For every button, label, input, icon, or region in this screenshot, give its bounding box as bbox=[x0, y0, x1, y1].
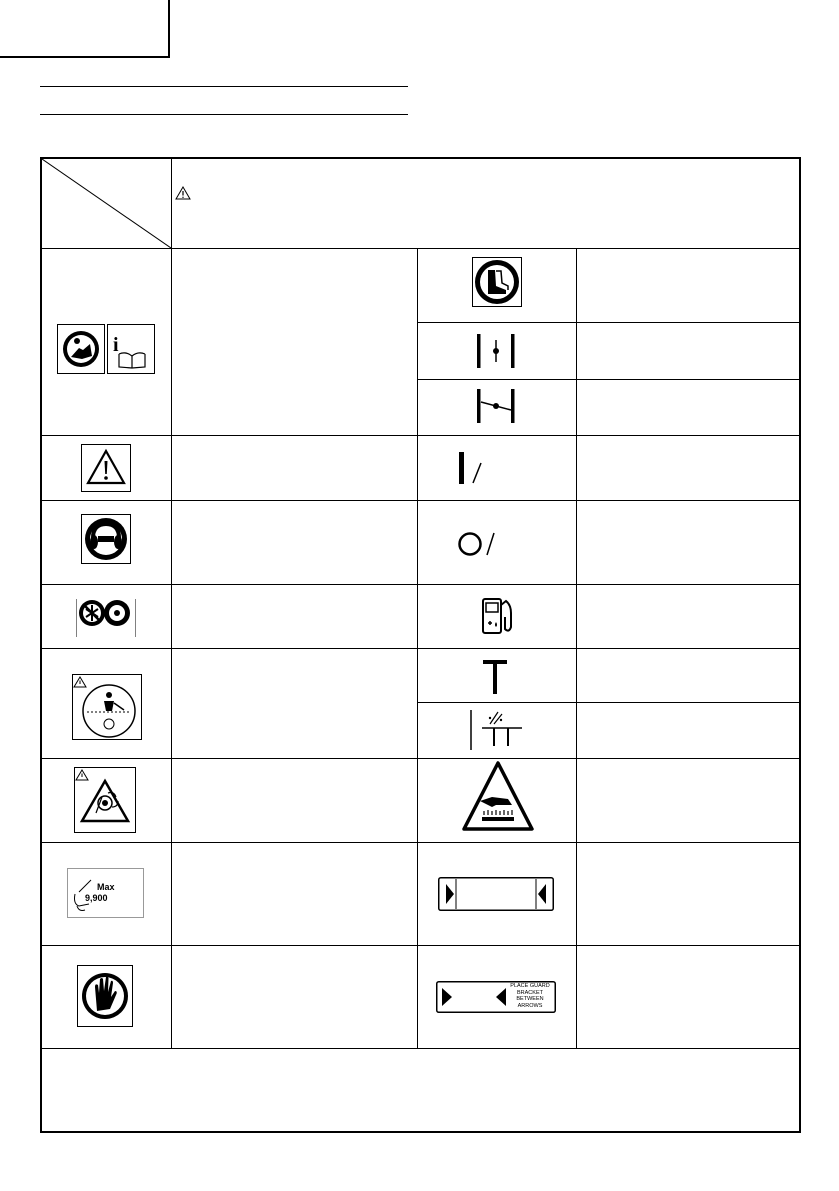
header-warning-icon bbox=[175, 186, 191, 200]
grid-hline bbox=[42, 248, 799, 249]
grid-vline-1 bbox=[171, 159, 172, 1048]
choke-open-icon bbox=[477, 334, 517, 370]
hot-surface-icon bbox=[462, 759, 534, 833]
grid-hline-partial bbox=[417, 702, 799, 703]
grid-hline bbox=[42, 945, 799, 946]
choke-closed-icon bbox=[477, 389, 517, 425]
read-manual-icon bbox=[57, 324, 155, 374]
grid-hline bbox=[42, 1048, 799, 1049]
keep-distance-icon bbox=[72, 674, 142, 740]
page-tab-box bbox=[0, 0, 170, 58]
guard-label-line: BRACKET bbox=[517, 989, 543, 996]
max-speed-value: 9,900 bbox=[85, 893, 108, 903]
place-guard-bracket-icon bbox=[436, 981, 556, 1013]
flying-objects-icon bbox=[74, 767, 136, 833]
no-metal-blade-icon bbox=[76, 597, 136, 637]
throttle-full-icon bbox=[482, 659, 512, 697]
grid-hline bbox=[42, 584, 799, 585]
throttle-idle-icon bbox=[468, 708, 528, 752]
grid-hline bbox=[42, 758, 799, 759]
symbols-table bbox=[40, 157, 801, 1133]
fuel-mixture-icon bbox=[479, 595, 519, 639]
heading-rule-top bbox=[40, 86, 408, 87]
diagonal-header-cell bbox=[42, 159, 171, 248]
max-speed-icon bbox=[67, 868, 144, 918]
svg-text:i: i bbox=[113, 334, 119, 356]
safety-boots-icon bbox=[472, 257, 522, 307]
grid-hline bbox=[42, 842, 799, 843]
guard-bracket-arrows-icon bbox=[438, 877, 554, 911]
grid-hline bbox=[42, 435, 799, 436]
place-guard-bracket-label bbox=[508, 983, 552, 1009]
grid-hline-partial bbox=[417, 322, 799, 323]
eye-ear-protection-icon bbox=[81, 514, 131, 564]
switch-off-icon bbox=[457, 527, 499, 563]
gloves-icon bbox=[77, 965, 133, 1027]
switch-on-icon bbox=[457, 450, 487, 486]
guard-label-line: PLACE GUARD bbox=[510, 983, 550, 989]
warning-triangle-icon bbox=[81, 444, 131, 492]
grid-hline bbox=[42, 500, 799, 501]
guard-label-line: ARROWS bbox=[517, 1002, 543, 1009]
max-speed-label: Max bbox=[97, 882, 115, 892]
heading-rule-bottom bbox=[40, 114, 408, 115]
grid-hline-partial bbox=[417, 379, 799, 380]
guard-label-line: BETWEEN bbox=[516, 996, 544, 1002]
grid-hline bbox=[42, 648, 799, 649]
